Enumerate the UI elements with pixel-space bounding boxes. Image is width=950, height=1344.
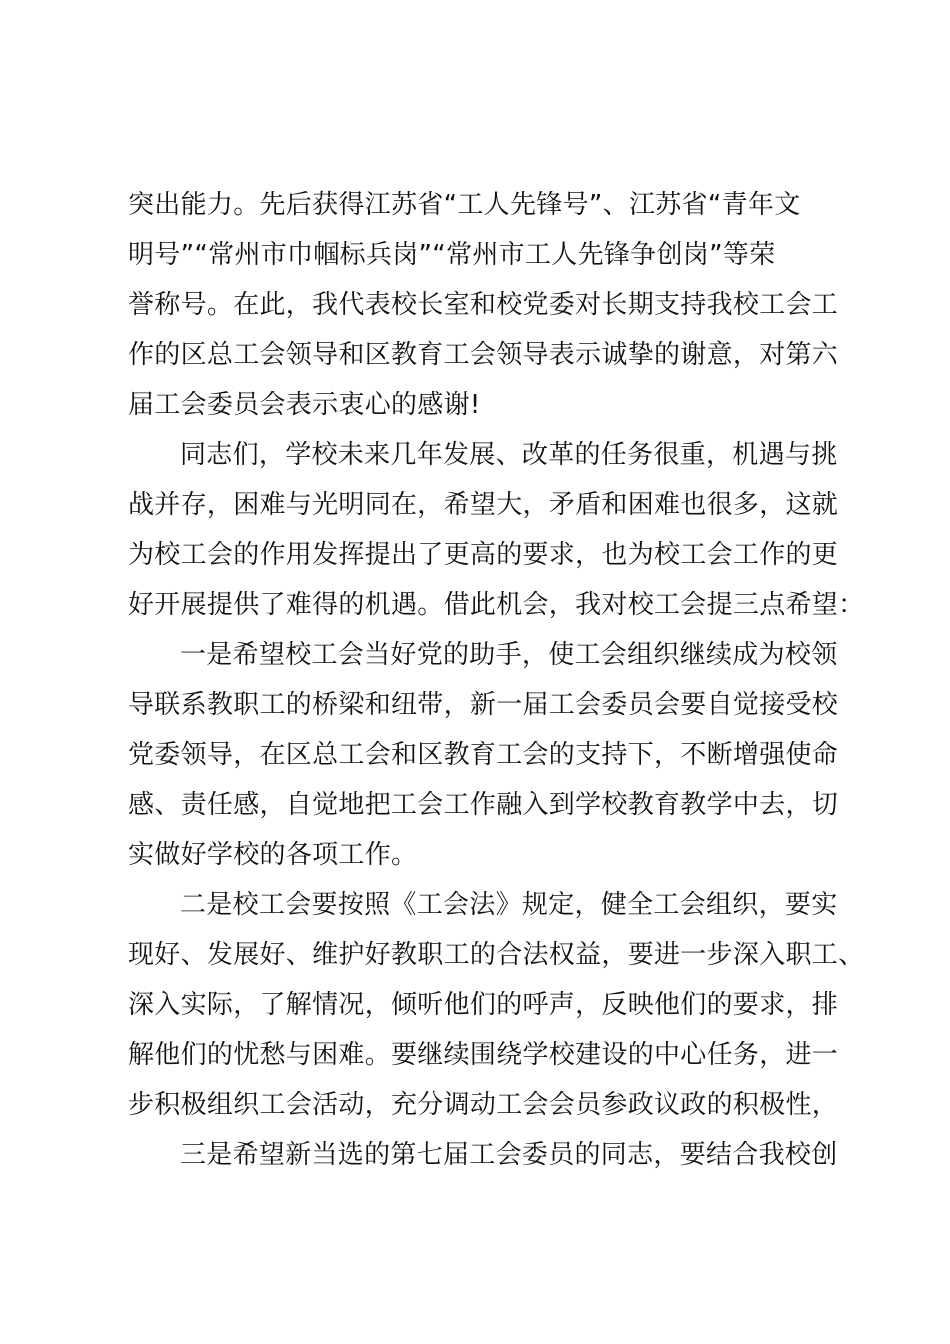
text-line: 好开展提供了难得的机遇。借此机会，我对校工会提三点希望：: [128, 590, 865, 620]
text-line: 解他们的忧愁与困难。要继续围绕学校建设的中心任务，进一: [128, 1040, 839, 1070]
paragraph-first-line: 同志们，学校未来几年发展、改革的任务很重，机遇与挑: [180, 440, 838, 470]
text-line: 突出能力。先后获得江苏省“工人先锋号”、江苏省“青年文: [128, 190, 801, 220]
paragraph-first-line: 二是校工会要按照《工会法》规定，健全工会组织，要实: [180, 890, 838, 920]
paragraph-first-line: 一是希望校工会当好党的助手，使工会组织继续成为校领: [180, 640, 838, 670]
text-line: 为校工会的作用发挥提出了更高的要求，也为校工会工作的更: [128, 540, 839, 570]
text-line: 现好、发展好、维护好教职工的合法权益，要进一步深入职工、: [128, 940, 865, 970]
text-line: 作的区总工会领导和区教育工会领导表示诚挚的谢意，对第六: [128, 340, 839, 370]
text-line: 战并存，困难与光明同在，希望大，矛盾和困难也很多，这就: [128, 490, 839, 520]
body-text: [128, 180, 865, 1180]
paragraph-first-line: 三是希望新当选的第七届工会委员的同志，要结合我校创: [180, 1140, 838, 1170]
text-line: 感、责任感，自觉地把工会工作融入到学校教育教学中去，切: [128, 790, 839, 820]
text-line: 深入实际，了解情况，倾听他们的呼声，反映他们的要求，排: [128, 990, 839, 1020]
text-line: 明号”“常州市巾帼标兵岗”“常州市工人先锋争创岗”等荣: [128, 240, 776, 270]
text-line: 步积极组织工会活动，充分调动工会会员参政议政的积极性，: [128, 1090, 839, 1120]
text-line: 导联系教职工的桥梁和纽带，新一届工会委员会要自觉接受校: [128, 690, 839, 720]
text-line: 实做好学校的各项工作。: [128, 840, 418, 870]
text-line: 党委领导，在区总工会和区教育工会的支持下，不断增强使命: [128, 740, 839, 770]
text-line: 届工会委员会表示衷心的感谢!: [128, 390, 481, 420]
text-line: 誉称号。在此，我代表校长室和校党委对长期支持我校工会工: [128, 290, 839, 320]
